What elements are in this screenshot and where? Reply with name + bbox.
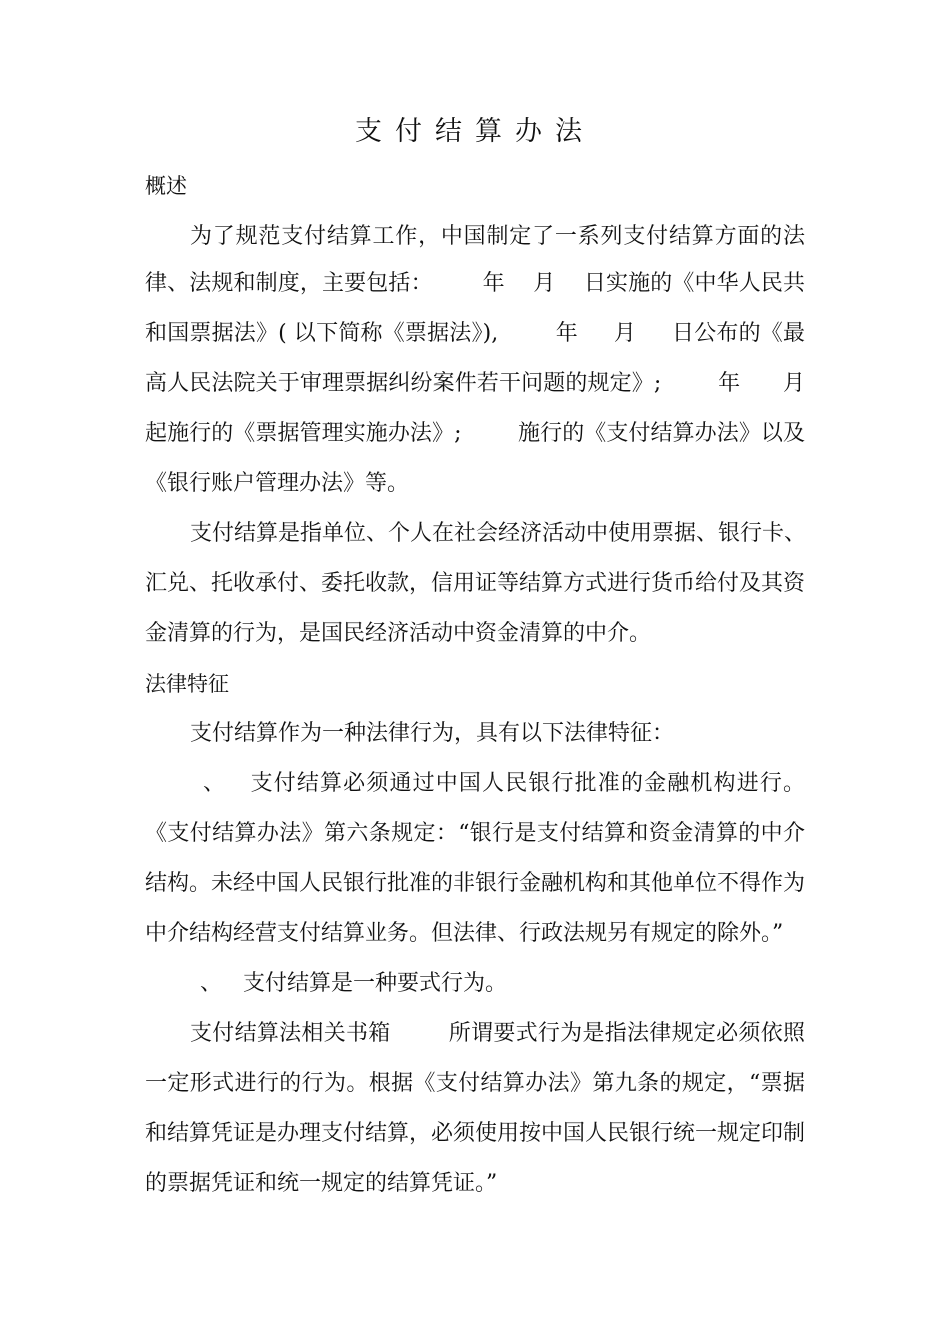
paragraph-line: 支付结算作为一种法律行为，具有以下法律特征： [190, 721, 675, 746]
paragraph-line: 和结算凭证是办理支付结算，必须使用按中国人民银行统一规定印制 [145, 1121, 806, 1146]
document-title: 支付结算办法 [355, 116, 595, 147]
paragraph-line: 起施行的《票据管理实施办法》; 施行的《支付结算办法》以及 [145, 421, 805, 446]
paragraph-line: 支付结算是指单位、个人在社会经济活动中使用票据、银行卡、 [190, 521, 807, 546]
paragraph-line: 律、法规和制度，主要包括： 年 月 日实施的《中华人民共 [145, 271, 805, 296]
paragraph-line: 结构。未经中国人民银行批准的非银行金融机构和其他单位不得作为 [145, 871, 806, 896]
paragraph-line: 和国票据法》( 以下简称《票据法》), 年 月 日公布的《最 [145, 321, 805, 346]
paragraph-line: 《银行账户管理办法》等。 [145, 471, 410, 496]
paragraph-line: 为了规范支付结算工作，中国制定了一系列支付结算方面的法 [190, 224, 805, 249]
list-item-line: 、 支付结算必须通过中国人民银行批准的金融机构进行。 [203, 771, 805, 796]
paragraph-line: 金清算的行为，是国民经济活动中资金清算的中介。 [145, 621, 652, 646]
section-heading-overview: 概述 [145, 174, 187, 198]
list-item-line: 、 支付结算是一种要式行为。 [200, 971, 507, 996]
paragraph-line: 《支付结算办法》第六条规定：“银行是支付结算和资金清算的中介 [145, 821, 805, 846]
paragraph-line: 一定形式进行的行为。根据《支付结算办法》第九条的规定，“票据 [145, 1071, 805, 1096]
paragraph-line: 高人民法院关于审理票据纠纷案件若干问题的规定》; 年 月 [145, 371, 805, 396]
paragraph-line: 汇兑、托收承付、委托收款，信用证等结算方式进行货币给付及其资 [145, 571, 806, 596]
paragraph-line: 的票据凭证和统一规定的结算凭证。” [145, 1171, 498, 1196]
paragraph-line: 支付结算法相关书箱 所谓要式行为是指法律规定必须依照 [190, 1021, 805, 1046]
paragraph-line: 中介结构经营支付结算业务。但法律、行政法规另有规定的除外。” [145, 921, 784, 946]
section-heading-legal-features: 法律特征 [145, 672, 229, 696]
